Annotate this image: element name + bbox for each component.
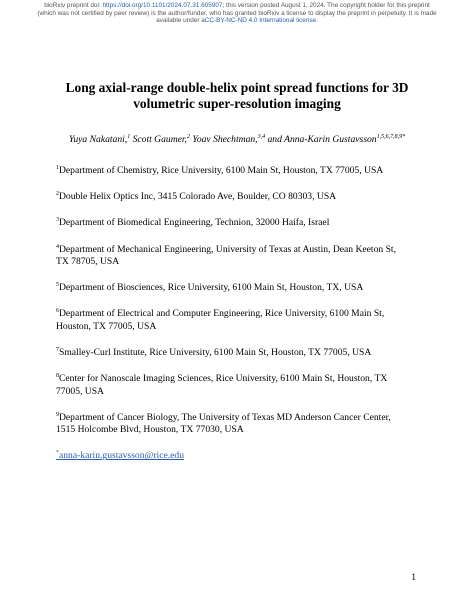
affiliation-text: Department of Biomedical Engineering, Technion, 32000 Haifa, Israel: [59, 217, 330, 229]
affiliation-text: Department of Chemistry, Rice University, 6100 Main St, Houston, TX 77005, USA: [59, 165, 384, 176]
doi-link[interactable]: https://doi.org/10.1101/2024.07.31.605907: [102, 2, 223, 9]
license-link[interactable]: CC-BY-NC-ND 4.0 International license: [204, 17, 317, 25]
author-name: Scott Gaumer,: [130, 134, 187, 145]
author-name: Yuya Nakatani,: [68, 134, 128, 145]
title-line-2: volumetric super-resolution imaging: [133, 96, 341, 111]
banner-doi-prefix: bioRxiv preprint doi:: [44, 2, 103, 9]
preprint-banner: [30, 2, 444, 25]
affiliation-number: 9: [56, 411, 59, 418]
banner-license-suffix: .: [316, 17, 318, 25]
author-list: [40, 134, 434, 146]
author-affil-marker: 1: [127, 134, 131, 140]
affiliation-text: Department of Biosciences, Rice University, 6100 Main St, Houston, TX, USA: [59, 282, 364, 294]
affiliation-number: 2: [56, 191, 59, 198]
affiliation-number: 4: [56, 243, 59, 250]
author-name: Yoav Shechtman,: [189, 134, 258, 145]
title-line-1: Long axial-range double-helix point spread functions for 3D: [65, 80, 409, 95]
affiliation-number: 7: [56, 347, 59, 354]
email-address[interactable]: anna-karin.gustavsson@rice.edu: [59, 450, 184, 462]
paper-title: [40, 80, 434, 112]
page-number: 1: [411, 572, 416, 583]
banner-line-3: [30, 17, 444, 25]
corresponding-email-link[interactable]: [56, 450, 396, 462]
affiliation-number: 5: [56, 282, 59, 289]
affiliation-item: [56, 244, 396, 269]
affiliation-number: 1: [56, 165, 59, 171]
affiliation-list: [56, 165, 396, 463]
author-affil-marker: 3,4: [257, 134, 266, 140]
author-name: and Anna-Karin Gustavsson: [265, 134, 377, 145]
affiliation-text: Department of Electrical and Computer Engineering, Rice University, 6100 Main St, Houston, TX 77005, USA: [56, 308, 385, 332]
affiliation-text: Smalley-Curl Institute, Rice University, 6100 Main St, Houston, TX 77005, USA: [59, 347, 372, 359]
affiliation-number: 3: [56, 217, 59, 224]
affiliation-number: 6: [56, 308, 59, 315]
banner-line-1: [30, 2, 444, 10]
affiliation-item: [56, 373, 396, 398]
banner-license-prefix: available under a: [156, 17, 205, 25]
affiliation-text: Department of Mechanical Engineering, University of Texas at Austin, Dean Keeton St, TX 78705, USA: [56, 243, 396, 268]
affiliation-item: [56, 217, 396, 229]
affiliation-item: [56, 191, 396, 203]
affiliation-item: [56, 347, 396, 359]
author-affil-marker: 1,5,6,7,8,9*: [376, 134, 406, 140]
affiliation-item: [56, 282, 396, 294]
banner-line-2: (which was not certified by peer review) is the author/funder, who has granted bioRxiv a license to display the preprint in perpetuity. It is made: [37, 9, 437, 17]
affiliation-item: [56, 165, 396, 177]
affiliation-item: [56, 412, 396, 437]
affiliation-item: [56, 308, 396, 333]
affiliation-text: Center for Nanoscale Imaging Sciences, Rice University, 6100 Main St, Houston, TX 77005, USA: [56, 373, 388, 397]
affiliation-text: Department of Cancer Biology, The University of Texas MD Anderson Cancer Center, 1515 Holcombe Blvd, Houston, TX 77030, USA: [56, 411, 391, 436]
banner-line-1-suffix: ; this version posted August 1, 2024. The copyright holder for this preprint: [222, 2, 430, 9]
corresponding-marker: *: [56, 450, 59, 457]
author-affil-marker: 2: [186, 134, 190, 140]
affiliation-number: 8: [56, 373, 59, 380]
affiliation-text: Double Helix Optics Inc, 3415 Colorado Ave, Boulder, CO 80303, USA: [59, 191, 337, 203]
